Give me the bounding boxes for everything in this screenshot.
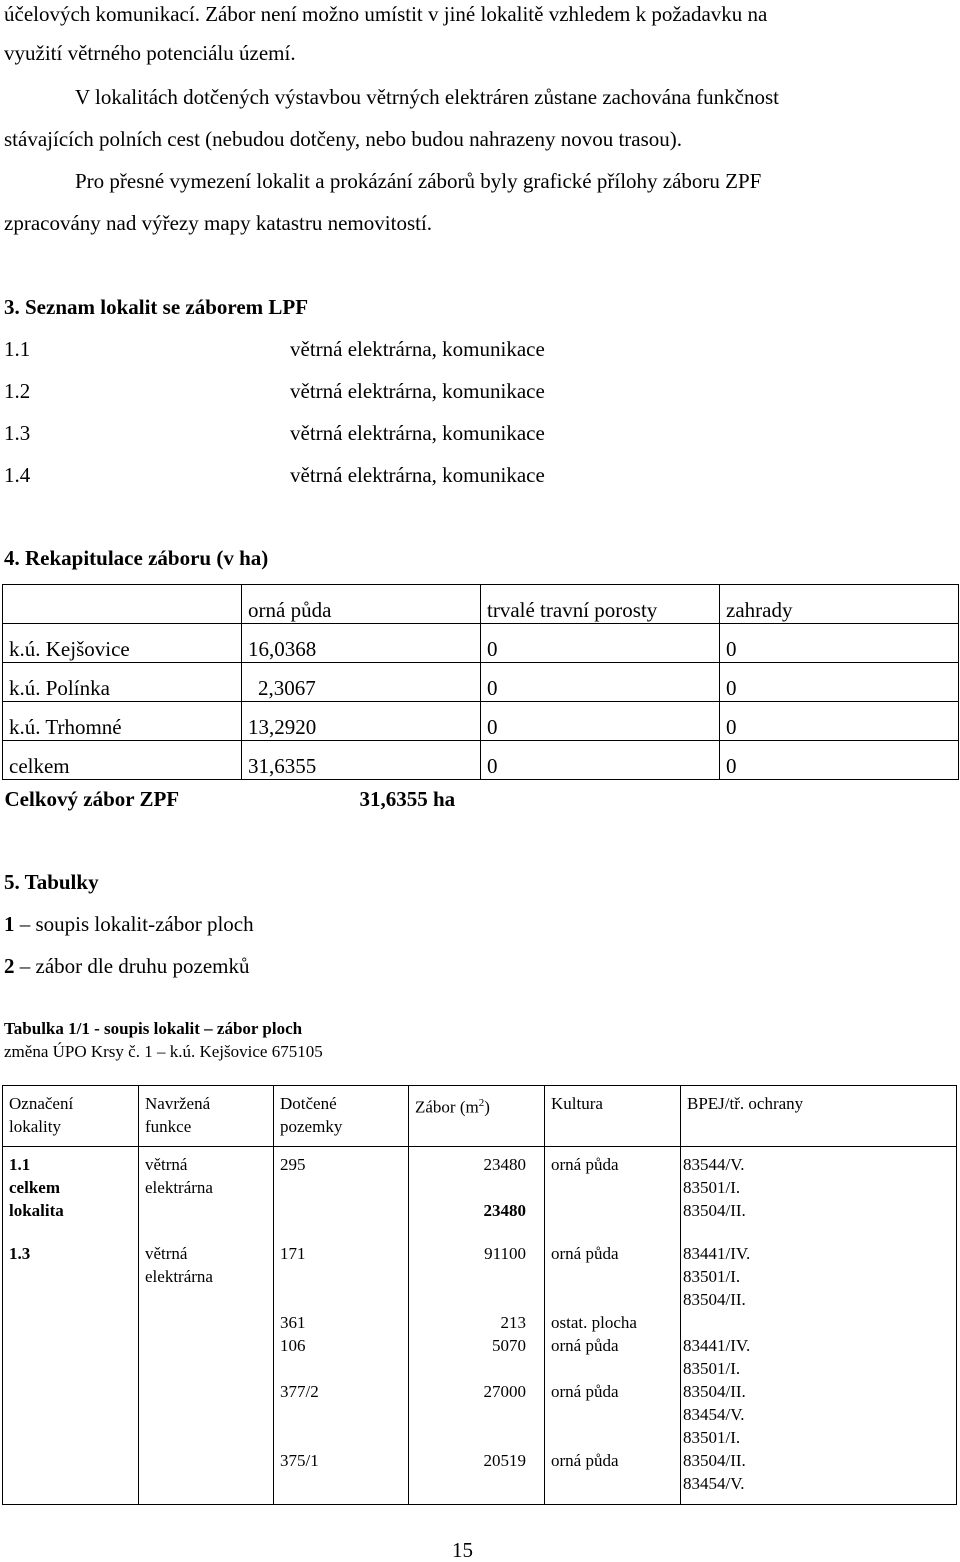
header-text: Navržená funkce xyxy=(145,1094,211,1136)
cell-total: 23480 xyxy=(483,1201,526,1220)
list-item-text: větrná elektrárna, komunikace xyxy=(290,379,545,403)
table-header-cell: trvalé travní porosty xyxy=(481,585,720,624)
table-cell: 0 xyxy=(481,741,720,780)
list-item-num: 1.3 xyxy=(4,421,31,445)
paragraph-3-line-1: Pro přesné vymezení lokalit a prokázání záborů byly grafické přílohy záboru ZPF xyxy=(75,169,762,193)
table-cell: k.ú. Trhomné xyxy=(3,702,242,741)
total-value: 31,6355 ha xyxy=(359,787,456,811)
section-3-heading: 3. Seznam lokalit se záborem LPF xyxy=(4,295,309,319)
table-header-row xyxy=(3,1086,957,1147)
header-bpej: BPEJ/tř. ochrany xyxy=(681,1086,957,1147)
cell-text: orná půda ostat. plocha orná půda orná půda orná půda xyxy=(551,1243,637,1470)
header-lokality xyxy=(3,1086,139,1147)
table-row xyxy=(3,624,959,663)
list-item-num: 2 xyxy=(4,954,15,978)
table-header-row xyxy=(3,585,959,624)
table-cell xyxy=(3,1228,139,1505)
list-item xyxy=(4,912,254,936)
header-text: Označení lokality xyxy=(9,1094,74,1136)
header-text: Zábor (m xyxy=(415,1097,479,1117)
table-header-cell: orná půda xyxy=(242,585,481,624)
section-5-heading: 5. Tabulky xyxy=(4,870,99,894)
table-cell xyxy=(409,1147,545,1228)
header-pozemky xyxy=(274,1086,409,1147)
spacer xyxy=(415,1176,526,1199)
cell-text: 83544/V. 83501/I. 83504/II. xyxy=(683,1155,746,1220)
table-cell: 16,0368 xyxy=(242,624,481,663)
table-cell: 0 xyxy=(720,624,959,663)
table-cell: k.ú. Polínka xyxy=(3,663,242,702)
table-cell: 31,6355 xyxy=(242,741,481,780)
table-row xyxy=(3,741,959,780)
table-row xyxy=(3,663,959,702)
cell-text: 23480 xyxy=(483,1155,526,1174)
table-cell xyxy=(409,1228,545,1505)
table-title: Tabulka 1/1 - soupis lokalit – zábor ploch xyxy=(4,1019,303,1038)
paragraph-2-line-2: stávajících polních cest (nebudou dotčeny, nebo budou nahrazeny novou trasou). xyxy=(4,127,683,151)
cell-text: větrná elektrárna xyxy=(145,1243,213,1286)
table-header-cell: zahrady xyxy=(720,585,959,624)
list-item-text: – soupis lokalit-zábor ploch xyxy=(14,912,254,936)
list-item-text: větrná elektrárna, komunikace xyxy=(290,421,545,445)
table-cell xyxy=(545,1228,681,1505)
table-cell xyxy=(3,1147,139,1228)
table-cell: 0 xyxy=(720,741,959,780)
paragraph-3-line-2: zpracovány nad výřezy mapy katastru nemovitostí. xyxy=(4,211,433,235)
header-kultura: Kultura xyxy=(545,1086,681,1147)
header-sup: 2 xyxy=(478,1097,485,1109)
header-funkce xyxy=(139,1086,274,1147)
table-subtitle: změna ÚPO Krsy č. 1 – k.ú. Kejšovice 675105 xyxy=(4,1042,323,1061)
recap-table xyxy=(2,584,959,812)
total-label: Celkový zábor ZPF xyxy=(4,787,180,811)
list-item-num: 1.4 xyxy=(4,463,31,487)
paragraph-2-line-1: V lokalitách dotčených výstavbou větrných elektráren zůstane zachována funkčnost xyxy=(75,85,780,109)
list-item-num: 1.1 xyxy=(4,337,31,361)
table-cell xyxy=(681,1228,957,1505)
table-cell: 295 xyxy=(274,1147,409,1228)
cell-text: 1.3 xyxy=(9,1243,31,1263)
cell-text: větrná elektrárna xyxy=(145,1155,213,1197)
table-cell xyxy=(274,1228,409,1505)
table-header-cell xyxy=(3,585,242,624)
header-zabor xyxy=(409,1086,545,1147)
table-cell xyxy=(139,1147,274,1228)
paragraph-1-line-1: účelových komunikací. Zábor není možno umístit v jiné lokalitě vzhledem k požadavku na xyxy=(4,2,768,26)
table-cell: celkem xyxy=(3,741,242,780)
section-4-heading: 4. Rekapitulace záboru (v ha) xyxy=(4,546,269,570)
detail-table xyxy=(2,1085,957,1505)
list-item-num: 1 xyxy=(4,912,15,936)
table-cell: 0 xyxy=(720,702,959,741)
list-item-text: – zábor dle druhu pozemků xyxy=(14,954,250,978)
cell-text: 83441/IV. 83501/I. 83504/II. 83441/IV. 83501/I. 83504/II. 83454/V. 83501/I. 83504/II. 83454/V. xyxy=(683,1243,751,1493)
page-number: 15 xyxy=(452,1538,473,1562)
table-cell xyxy=(720,780,959,813)
table-cell: 0 xyxy=(481,624,720,663)
table-row xyxy=(3,702,959,741)
table-cell: k.ú. Kejšovice xyxy=(3,624,242,663)
table-cell: 0 xyxy=(481,663,720,702)
list-item xyxy=(4,954,250,978)
header-text: ) xyxy=(484,1097,490,1117)
total-row xyxy=(3,780,959,813)
table-cell: orná půda xyxy=(545,1147,681,1228)
list-item-num: 1.2 xyxy=(4,379,31,403)
cell-text: 1.1 celkem lokalita xyxy=(9,1155,64,1220)
table-cell: 0 xyxy=(720,663,959,702)
header-text: Dotčené pozemky xyxy=(280,1094,343,1136)
table-cell: 2,3067 xyxy=(242,663,481,702)
table-cell: 13,2920 xyxy=(242,702,481,741)
list-item-text: větrná elektrárna, komunikace xyxy=(290,463,545,487)
table-cell: 0 xyxy=(481,702,720,741)
paragraph-1-line-2: využití větrného potenciálu území. xyxy=(4,41,296,65)
table-row xyxy=(3,1228,957,1505)
table-row xyxy=(3,1147,957,1228)
cell-text: 91100 213 5070 27000 20519 xyxy=(483,1243,526,1470)
cell-text: 171 361 106 377/2 375/1 xyxy=(280,1243,319,1470)
table-cell xyxy=(139,1228,274,1505)
table-cell xyxy=(681,1147,957,1228)
list-item-text: větrná elektrárna, komunikace xyxy=(290,337,545,361)
